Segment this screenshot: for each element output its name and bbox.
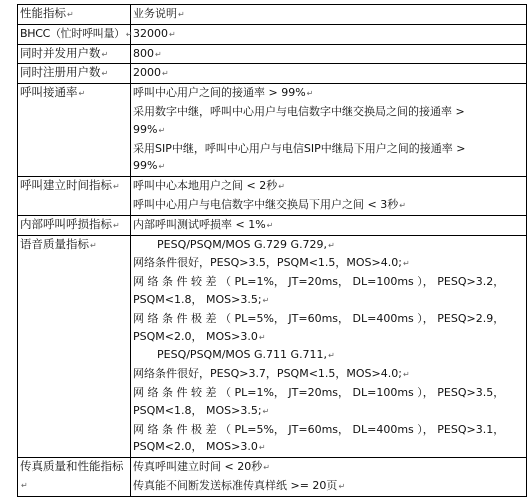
- cell-line: 采用数字中继，呼叫中心用户与电信数字中继交换局之间的接通率 >: [133, 104, 465, 118]
- row-key-cell: 语音质量指标↵: [18, 235, 131, 458]
- row-key-cell: 呼叫建立时间指标↵: [18, 177, 131, 216]
- cell-line: 传真能不间断发送标准传真样纸 >= 20页↵: [133, 478, 346, 492]
- table-row: [18, 235, 527, 458]
- cell-line: 网络条件很好，PESQ>3.7，PSQM<1.5，MOS>4.0;↵: [133, 367, 410, 381]
- row-value-cell: [131, 235, 527, 458]
- cell-line: 网络条件很好，PESQ>3.5，PSQM<1.5，MOS>4.0;↵: [133, 256, 410, 270]
- row-key-cell: 传真质量和性能指标↵: [18, 458, 131, 497]
- table-row: [18, 84, 527, 177]
- cell-line: PESQ/PSQM/MOS G.711 G.711,↵: [157, 348, 335, 362]
- cell-line: 99%↵: [133, 122, 166, 136]
- cell-line: 99%↵: [133, 159, 166, 173]
- table-row: [18, 24, 527, 44]
- cell-line: 传真呼叫建立时间 < 20秒↵: [133, 460, 270, 474]
- header-value-cell: 业务说明↵: [131, 5, 527, 25]
- cell-line: 呼叫中心本地用户之间 < 2秒↵: [133, 179, 285, 193]
- table-row: [18, 44, 527, 64]
- row-key-cell: 呼叫接通率↵: [18, 84, 131, 177]
- cell-line: PSQM<2.0， MOS>3.0↵: [133, 329, 266, 343]
- row-value-cell: [131, 458, 527, 497]
- table-row: [18, 5, 527, 25]
- performance-spec-table: [17, 4, 527, 497]
- cell-line: PSQM<1.8， MOS>3.5;↵: [133, 292, 270, 306]
- row-key-cell: 同时注册用户数↵: [18, 64, 131, 84]
- row-key-cell: 内部呼叫呼损指标↵: [18, 215, 131, 235]
- cell-line: 呼叫中心用户之间的接通率 > 99%↵: [133, 86, 314, 100]
- cell-line: PSQM<1.8， MOS>3.5;↵: [133, 403, 270, 417]
- row-value-cell: [131, 177, 527, 216]
- cell-line: 采用SIP中继，呼叫中心用户与电信SIP中继局下用户之间的接通率 >: [133, 141, 466, 155]
- header-key-cell: 性能指标↵: [18, 5, 131, 25]
- row-value-cell: [131, 84, 527, 177]
- table-row: [18, 64, 527, 84]
- cell-line: 网 络 条 件 极 差 （ PL=5%， JT=60ms， DL=400ms ）， PESQ>3.1，: [133, 422, 505, 436]
- table-row: [18, 177, 527, 216]
- row-value-cell: 32000↵: [131, 24, 527, 44]
- row-value-cell: 2000↵: [131, 64, 527, 84]
- cell-line: 呼叫中心用户与电信数字中继交换局下用户之间 < 3秒↵: [133, 197, 406, 211]
- cell-line: 网 络 条 件 极 差 （ PL=5%， JT=60ms， DL=400ms ）， PESQ>2.9，: [133, 311, 505, 325]
- row-value-cell: 内部呼叫测试呼损率 < 1%↵: [131, 215, 527, 235]
- cell-line: PSQM<2.0， MOS>3.0↵: [133, 440, 266, 454]
- row-key-cell: BHCC（忙时呼叫量）↵: [18, 24, 131, 44]
- cell-line: 网 络 条 件 较 差 （ PL=1%， JT=20ms， DL=100ms ）， PESQ>3.5，: [133, 385, 505, 399]
- cell-line: PESQ/PSQM/MOS G.729 G.729,↵: [157, 237, 335, 251]
- row-key-cell: 同时并发用户数↵: [18, 44, 131, 64]
- cell-line: 网 络 条 件 较 差 （ PL=1%， JT=20ms， DL=100ms ）， PESQ>3.2，: [133, 275, 505, 289]
- table-row: [18, 215, 527, 235]
- table-row: [18, 458, 527, 497]
- row-value-cell: 800↵: [131, 44, 527, 64]
